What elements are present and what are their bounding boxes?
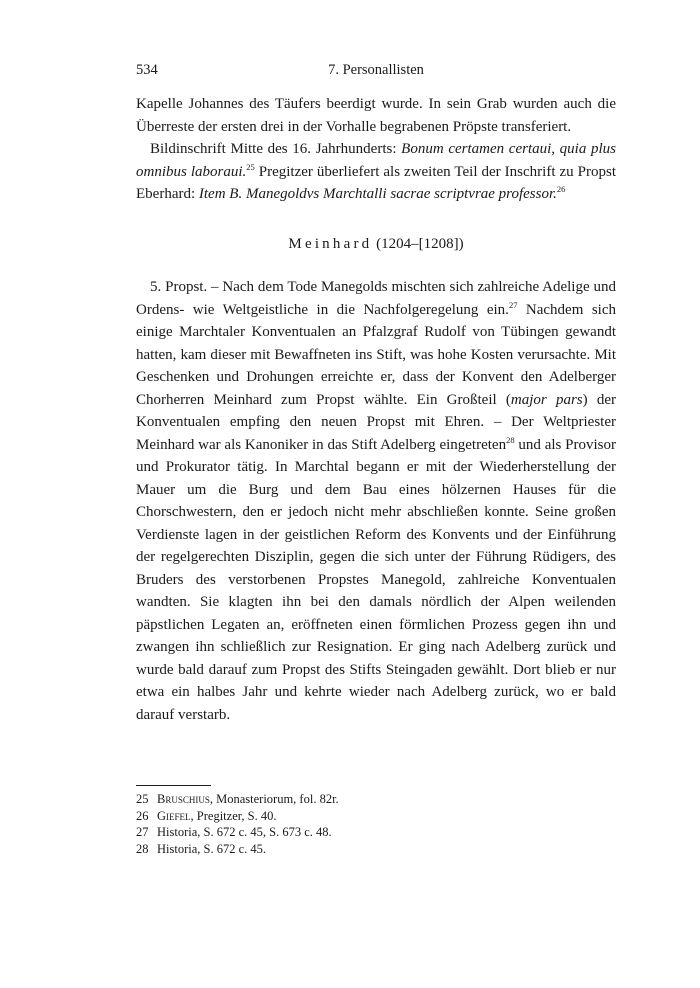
footnote-ref-25[interactable]: 25 — [246, 161, 255, 172]
footnote-item: 25 Bruschius, Monasteriorum, fol. 82r. — [136, 792, 339, 806]
heading-dates: (1204–[1208]) — [376, 236, 464, 252]
footnote-ref-27[interactable]: 27 — [508, 299, 518, 310]
footnotes — [136, 791, 339, 857]
running-title: 7. Personallisten — [328, 62, 424, 78]
footnote-item: 27 Historia, S. 672 c. 45, S. 673 c. 48. — [136, 825, 332, 839]
latin-term: major pars — [510, 391, 583, 408]
heading-name: Meinhard — [288, 236, 373, 252]
inscription-latin-2: Item B. Manegoldvs Marchtalli sacrae scriptvrae professor. — [198, 186, 557, 202]
intro-section — [136, 93, 616, 206]
section-heading — [136, 236, 616, 253]
footnote-item: 28 Historia, S. 672 c. 45. — [136, 841, 267, 856]
page-number: 534 — [136, 62, 158, 78]
biography-section — [136, 276, 616, 726]
biography-paragraph: 5. Propst. – Nach dem Tode Manegolds mischten sich zahlreiche Adelige und Ordens- wie Weltgeistliche in die Nachfolgeregelung ein.$^{27}$ Nachdem sich einige Marchtaler Konventualen an Pfalzgraf Rudolf von Tübingen gewandt hatten, kam dieser mit Bewaffneten ins Stift, was hohe Kosten verursachte. Mit Geschenken und Drohungen erreichte er, dass der Konvent den Adelberger Chorherren Meinhard zum Propst wählte. Ein Großteil (major pars) der Konventualen empfing den neuen Propst mit Ehren. – Der Weltpriester Meinhard war als Kanoniker in das Stift Adelberg eingetreten$^{28}$ und als Provisor und Prokurator tätig. In Marchtal begann er mit der Wiederherstellung der Mauer um die Burg und dem Bau eines hölzernen Hauses für die Chorschwestern, den er jedoch nicht mehr abschließen konnte. Seine großen Verdienste lagen in der geistlichen Reform des Konvents und der Einführung der regelgerechten Disziplin, gegen die sich unter der Führung Rüdigers, des Bruders des verstorbenen Propstes Manegold, zahlreiche Konventualen wandten. Sie klagten ihn bei den damals nördlich der Alpen weilenden päpstlichen Legaten an, eröffneten einen förmlichen Prozess gegen ihn und zwangen ihn schließlich zur Resignation. Er ging nach Adelberg zurück und wurde bald darauf zum Propst des Stifts Steingaden gewählt. Dort blieb er nur etwa ein halbes Jahr und kehrte wieder nach Adelberg zurück, wo er bald darauf verstarb. — [136, 279, 616, 723]
intro-paragraph-2: Bildinschrift Mitte des 16. Jahrhunderts: Bonum certamen certaui, quia plus omnibus laboraui.$^{25}$ Pregitzer überliefert als zweiten Teil der Inschrift zu Propst Eberhard: Item B. Manegoldvs Marchtalli sacrae scriptvrae professor.$^{26}$ — [136, 141, 617, 202]
intro-paragraph-1: Kapelle Johannes des Täufers beerdigt wurde. In sein Grab wurden auch die Überreste der ersten drei in der Vorhalle begrabenen Pröpste transferiert. — [136, 96, 616, 135]
inscription-latin-1: Bonum certamen certaui, quia plus omnibus laboraui. — [136, 141, 617, 180]
footnote-ref-28[interactable]: 28 — [506, 434, 515, 445]
footnote-item: 26 Giefel, Pregitzer, S. 40. — [136, 808, 277, 823]
page-header — [136, 62, 616, 82]
footnote-ref-26[interactable]: 26 — [556, 184, 566, 194]
footnote-rule — [136, 785, 211, 786]
